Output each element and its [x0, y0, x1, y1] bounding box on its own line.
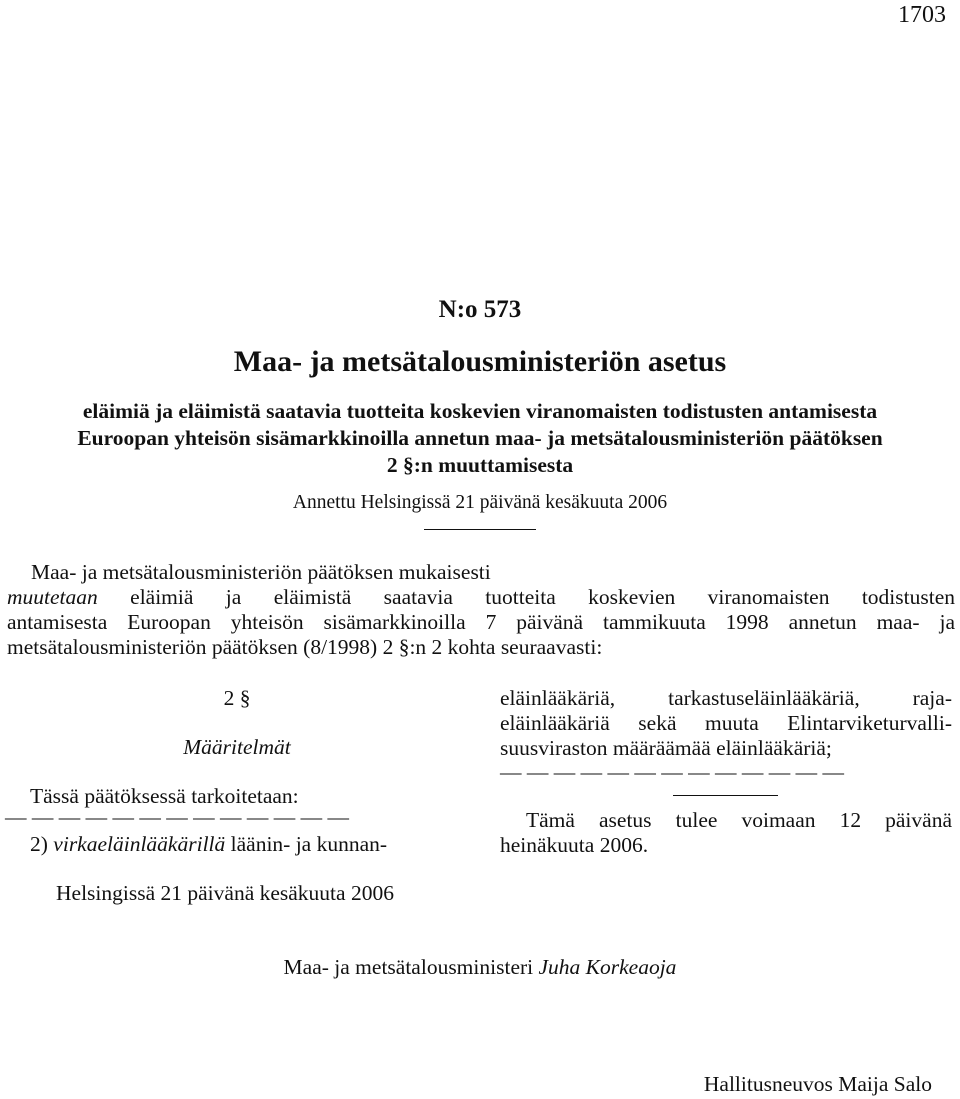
preamble-text: eläimiä ja eläimistä saatavia tuotteita koskevien viranomaisten todistusten — [97, 585, 955, 609]
subtitle-line: Euroopan yhteisön sisämarkkinoilla annetun maa- ja metsätalousministeriön päätöksen — [77, 426, 883, 450]
definition-continuation: eläinlääkäriä, tarkastuseläinlääkäriä, raja- — [500, 686, 952, 710]
title-divider — [424, 529, 536, 530]
item-text: läänin- ja kunnan- — [225, 832, 388, 856]
preamble-line: antamisesta Euroopan yhteisön sisämarkkinoilla 7 päivänä tammikuuta 1998 annetun maa- ja — [7, 610, 955, 634]
signature-place-date: Helsingissä 21 päivänä kesäkuuta 2006 — [56, 881, 394, 905]
counsellor-signature: Hallitusneuvos Maija Salo — [703, 1072, 932, 1096]
definition-continuation: eläinlääkäriä sekä muuta Elintarviketurvalli- — [500, 711, 952, 735]
minister-title: Maa- ja metsätalousministeri — [283, 955, 539, 979]
preamble-line: Maa- ja metsätalousministeriön päätöksen mukaisesti — [31, 560, 491, 584]
subtitle-line: 2 §:n muuttamisesta — [386, 453, 574, 477]
entry-into-force: heinäkuuta 2006. — [500, 833, 649, 857]
section-heading: Määritelmät — [183, 735, 291, 759]
statute-number: N:o 573 — [438, 296, 522, 323]
entry-into-force: Tämä asetus tulee voimaan 12 päivänä — [526, 808, 952, 832]
item-number: 2) — [30, 832, 54, 856]
page-title: Maa- ja metsätalousministeriön asetus — [233, 345, 727, 378]
amend-verb: muutetaan — [7, 585, 98, 609]
issued-date: Annettu Helsingissä 21 päivänä kesäkuuta 2006 — [292, 492, 668, 513]
preamble — [7, 560, 955, 660]
omission-mark: — — — — — — — — — — — — — — [5, 805, 349, 829]
section-divider — [673, 795, 778, 796]
section-intro: Tässä päätöksessä tarkoitetaan: — [30, 784, 299, 808]
omission-mark: — — — — — — — — — — — — — — [500, 760, 844, 784]
page-number: 1703 — [898, 2, 946, 28]
preamble-line: metsätalousministeriön päätöksen (8/1998) 2 §:n 2 kohta seuraavasti: — [7, 635, 603, 659]
minister-signature — [0, 955, 960, 980]
definition-item — [30, 832, 387, 857]
subtitle-line: eläimiä ja eläimistä saatavia tuotteita koskevien viranomaisten todistusten antamisesta — [82, 399, 878, 423]
statute-subtitle — [0, 398, 960, 479]
definition-continuation: suusviraston määräämää eläinlääkäriä; — [500, 736, 832, 760]
minister-name: Juha Korkeaoja — [538, 955, 677, 979]
defined-term: virkaeläinlääkärillä — [53, 832, 226, 856]
preamble-line — [7, 585, 955, 610]
section-number: 2 § — [223, 686, 251, 710]
